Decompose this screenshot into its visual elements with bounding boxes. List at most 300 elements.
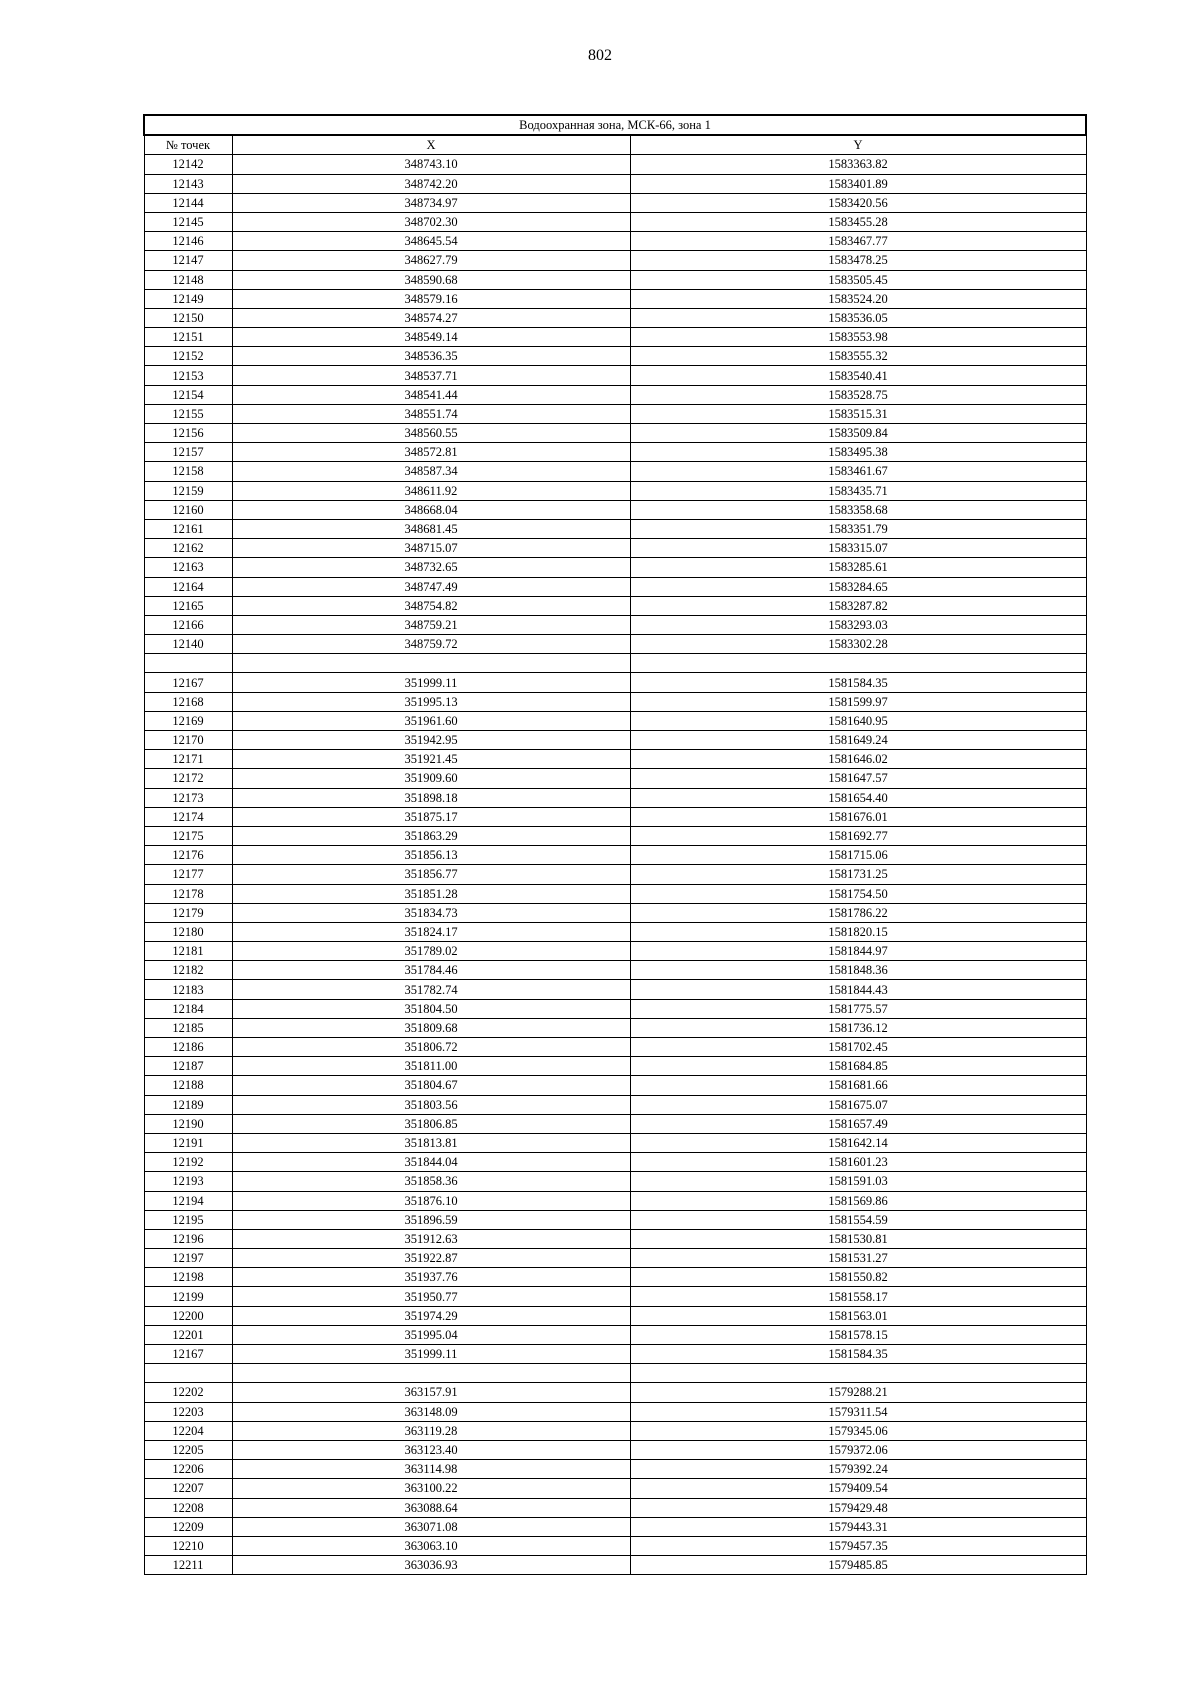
table-row <box>144 519 1086 538</box>
cell-point-number: 12170 <box>144 731 232 750</box>
table-row <box>144 980 1086 999</box>
table-row <box>144 1191 1086 1210</box>
cell-point-number: 12181 <box>144 942 232 961</box>
cell-point-number: 12195 <box>144 1210 232 1229</box>
cell-x: 351961.60 <box>232 711 630 730</box>
table-row <box>144 289 1086 308</box>
cell-y: 1581591.03 <box>630 1172 1086 1191</box>
cell-point-number: 12198 <box>144 1268 232 1287</box>
cell-x: 348645.54 <box>232 232 630 251</box>
cell-y: 1583461.67 <box>630 462 1086 481</box>
cell-x: 351782.74 <box>232 980 630 999</box>
cell-y: 1581530.81 <box>630 1229 1086 1248</box>
cell-x: 363119.28 <box>232 1421 630 1440</box>
table-row <box>144 1383 1086 1402</box>
cell-y <box>630 654 1086 673</box>
cell-x: 351813.81 <box>232 1133 630 1152</box>
cell-x: 351942.95 <box>232 731 630 750</box>
table-row <box>144 347 1086 366</box>
cell-x: 351804.67 <box>232 1076 630 1095</box>
table-row <box>144 1095 1086 1114</box>
cell-x: 351824.17 <box>232 922 630 941</box>
cell-x: 348536.35 <box>232 347 630 366</box>
cell-point-number: 12163 <box>144 558 232 577</box>
cell-y: 1581654.40 <box>630 788 1086 807</box>
cell-point-number: 12202 <box>144 1383 232 1402</box>
cell-point-number: 12193 <box>144 1172 232 1191</box>
cell-y: 1581844.97 <box>630 942 1086 961</box>
cell-x: 348732.65 <box>232 558 630 577</box>
cell-x: 348549.14 <box>232 328 630 347</box>
table-row <box>144 922 1086 941</box>
cell-y: 1583302.28 <box>630 635 1086 654</box>
cell-x: 351995.13 <box>232 692 630 711</box>
table-row <box>144 1556 1086 1575</box>
table-row <box>144 1229 1086 1248</box>
cell-y: 1581681.66 <box>630 1076 1086 1095</box>
cell-point-number: 12188 <box>144 1076 232 1095</box>
table-row <box>144 884 1086 903</box>
table-row <box>144 539 1086 558</box>
cell-y: 1581676.01 <box>630 807 1086 826</box>
cell-y: 1583420.56 <box>630 193 1086 212</box>
cell-y: 1583351.79 <box>630 519 1086 538</box>
cell-point-number: 12196 <box>144 1229 232 1248</box>
cell-x: 363071.08 <box>232 1517 630 1536</box>
cell-y: 1581715.06 <box>630 846 1086 865</box>
cell-x: 351784.46 <box>232 961 630 980</box>
cell-y: 1583287.82 <box>630 596 1086 615</box>
cell-point-number: 12175 <box>144 826 232 845</box>
cell-x: 363148.09 <box>232 1402 630 1421</box>
cell-point-number: 12206 <box>144 1460 232 1479</box>
cell-x: 351809.68 <box>232 1018 630 1037</box>
cell-y: 1579345.06 <box>630 1421 1086 1440</box>
cell-point-number: 12207 <box>144 1479 232 1498</box>
cell-point-number: 12194 <box>144 1191 232 1210</box>
cell-y: 1583284.65 <box>630 577 1086 596</box>
cell-point-number: 12156 <box>144 424 232 443</box>
cell-y: 1581578.15 <box>630 1325 1086 1344</box>
table-row <box>144 1498 1086 1517</box>
cell-y: 1583455.28 <box>630 212 1086 231</box>
table-row <box>144 903 1086 922</box>
cell-y: 1579443.31 <box>630 1517 1086 1536</box>
cell-x: 348587.34 <box>232 462 630 481</box>
column-header-x: X <box>232 135 630 155</box>
cell-point-number: 12174 <box>144 807 232 826</box>
cell-point-number: 12152 <box>144 347 232 366</box>
cell-point-number: 12150 <box>144 308 232 327</box>
table-row <box>144 232 1086 251</box>
cell-point-number: 12201 <box>144 1325 232 1344</box>
cell-x: 351856.77 <box>232 865 630 884</box>
table-row <box>144 1421 1086 1440</box>
cell-y: 1581684.85 <box>630 1057 1086 1076</box>
cell-y: 1583553.98 <box>630 328 1086 347</box>
table-title: Водоохранная зона, МСК-66, зона 1 <box>144 115 1086 135</box>
cell-x: 351803.56 <box>232 1095 630 1114</box>
cell-x: 351974.29 <box>232 1306 630 1325</box>
cell-y: 1581601.23 <box>630 1153 1086 1172</box>
cell-point-number: 12147 <box>144 251 232 270</box>
cell-y: 1579392.24 <box>630 1460 1086 1479</box>
table-row <box>144 155 1086 174</box>
cell-y: 1583315.07 <box>630 539 1086 558</box>
table-row <box>144 1076 1086 1095</box>
cell-x: 351921.45 <box>232 750 630 769</box>
cell-x: 348560.55 <box>232 424 630 443</box>
cell-point-number: 12167 <box>144 1345 232 1364</box>
cell-x: 348574.27 <box>232 308 630 327</box>
cell-y: 1581844.43 <box>630 980 1086 999</box>
table-row <box>144 1114 1086 1133</box>
cell-point-number <box>144 1364 232 1383</box>
cell-x: 363036.93 <box>232 1556 630 1575</box>
cell-x <box>232 654 630 673</box>
cell-y: 1579288.21 <box>630 1383 1086 1402</box>
cell-point-number: 12176 <box>144 846 232 865</box>
table-row <box>144 443 1086 462</box>
cell-y: 1581640.95 <box>630 711 1086 730</box>
cell-point-number: 12145 <box>144 212 232 231</box>
cell-x: 363088.64 <box>232 1498 630 1517</box>
cell-point-number: 12164 <box>144 577 232 596</box>
cell-x: 351804.50 <box>232 999 630 1018</box>
cell-x: 363123.40 <box>232 1440 630 1459</box>
table-row <box>144 807 1086 826</box>
table-row <box>144 1479 1086 1498</box>
table-row <box>144 366 1086 385</box>
cell-x: 348754.82 <box>232 596 630 615</box>
cell-point-number: 12144 <box>144 193 232 212</box>
cell-x: 348734.97 <box>232 193 630 212</box>
cell-point-number: 12151 <box>144 328 232 347</box>
cell-y: 1581554.59 <box>630 1210 1086 1229</box>
cell-point-number: 12199 <box>144 1287 232 1306</box>
cell-y: 1579485.85 <box>630 1556 1086 1575</box>
table-row <box>144 424 1086 443</box>
cell-point-number: 12189 <box>144 1095 232 1114</box>
table-row <box>144 577 1086 596</box>
table-row <box>144 1172 1086 1191</box>
table-row <box>144 1249 1086 1268</box>
table-row <box>144 1460 1086 1479</box>
cell-point-number: 12186 <box>144 1038 232 1057</box>
cell-y: 1583528.75 <box>630 385 1086 404</box>
cell-x: 351806.72 <box>232 1038 630 1057</box>
cell-x: 348590.68 <box>232 270 630 289</box>
column-header-y: Y <box>630 135 1086 155</box>
cell-y: 1583495.38 <box>630 443 1086 462</box>
table-row-separator <box>144 654 1086 673</box>
cell-x: 363114.98 <box>232 1460 630 1479</box>
cell-y: 1581584.35 <box>630 673 1086 692</box>
cell-x: 348743.10 <box>232 155 630 174</box>
cell-y: 1579457.35 <box>630 1536 1086 1555</box>
cell-y: 1583555.32 <box>630 347 1086 366</box>
cell-point-number: 12140 <box>144 635 232 654</box>
cell-x: 351950.77 <box>232 1287 630 1306</box>
cell-point-number: 12154 <box>144 385 232 404</box>
table-row <box>144 193 1086 212</box>
cell-x: 363157.91 <box>232 1383 630 1402</box>
table-row <box>144 1536 1086 1555</box>
table-row <box>144 692 1086 711</box>
table-row <box>144 826 1086 845</box>
table-row <box>144 635 1086 654</box>
cell-y: 1583358.68 <box>630 500 1086 519</box>
table-row <box>144 1306 1086 1325</box>
cell-y: 1579372.06 <box>630 1440 1086 1459</box>
cell-point-number: 12191 <box>144 1133 232 1152</box>
table-body <box>144 155 1086 1575</box>
cell-point-number: 12158 <box>144 462 232 481</box>
page-number: 802 <box>588 47 612 64</box>
table-row <box>144 1038 1086 1057</box>
cell-x: 348681.45 <box>232 519 630 538</box>
table-row <box>144 385 1086 404</box>
cell-y: 1581675.07 <box>630 1095 1086 1114</box>
cell-point-number: 12211 <box>144 1556 232 1575</box>
table-row <box>144 615 1086 634</box>
cell-point-number: 12148 <box>144 270 232 289</box>
cell-y: 1581775.57 <box>630 999 1086 1018</box>
cell-y: 1581584.35 <box>630 1345 1086 1364</box>
cell-point-number: 12161 <box>144 519 232 538</box>
cell-point-number: 12197 <box>144 1249 232 1268</box>
table-row <box>144 865 1086 884</box>
coordinates-table <box>143 114 1087 1575</box>
cell-x: 348541.44 <box>232 385 630 404</box>
cell-point-number: 12149 <box>144 289 232 308</box>
cell-x: 351922.87 <box>232 1249 630 1268</box>
table-row <box>144 1402 1086 1421</box>
cell-y: 1581731.25 <box>630 865 1086 884</box>
table-row <box>144 404 1086 423</box>
cell-y: 1581646.02 <box>630 750 1086 769</box>
cell-x: 348668.04 <box>232 500 630 519</box>
cell-point-number: 12146 <box>144 232 232 251</box>
cell-x: 351909.60 <box>232 769 630 788</box>
cell-y: 1583536.05 <box>630 308 1086 327</box>
table-row <box>144 1517 1086 1536</box>
cell-point-number: 12155 <box>144 404 232 423</box>
cell-x: 348742.20 <box>232 174 630 193</box>
cell-y: 1583540.41 <box>630 366 1086 385</box>
cell-point-number: 12160 <box>144 500 232 519</box>
column-header-point-number: № точек <box>144 135 232 155</box>
cell-x: 351875.17 <box>232 807 630 826</box>
cell-y: 1583505.45 <box>630 270 1086 289</box>
table-row <box>144 481 1086 500</box>
cell-x: 348537.71 <box>232 366 630 385</box>
cell-x: 351806.85 <box>232 1114 630 1133</box>
table-row <box>144 1440 1086 1459</box>
cell-y: 1583524.20 <box>630 289 1086 308</box>
table-row <box>144 1210 1086 1229</box>
cell-y: 1581550.82 <box>630 1268 1086 1287</box>
cell-y: 1583293.03 <box>630 615 1086 634</box>
cell-point-number: 12210 <box>144 1536 232 1555</box>
cell-x: 348611.92 <box>232 481 630 500</box>
cell-x: 348759.72 <box>232 635 630 654</box>
cell-y: 1583515.31 <box>630 404 1086 423</box>
cell-point-number: 12180 <box>144 922 232 941</box>
cell-y: 1581642.14 <box>630 1133 1086 1152</box>
cell-x: 348747.49 <box>232 577 630 596</box>
cell-x: 348572.81 <box>232 443 630 462</box>
cell-x: 351995.04 <box>232 1325 630 1344</box>
cell-x: 351896.59 <box>232 1210 630 1229</box>
cell-y: 1581736.12 <box>630 1018 1086 1037</box>
cell-x: 351876.10 <box>232 1191 630 1210</box>
cell-point-number: 12166 <box>144 615 232 634</box>
cell-point-number: 12200 <box>144 1306 232 1325</box>
table-row <box>144 1057 1086 1076</box>
table-row <box>144 961 1086 980</box>
cell-x: 351856.13 <box>232 846 630 865</box>
table-row <box>144 174 1086 193</box>
cell-y: 1581649.24 <box>630 731 1086 750</box>
cell-point-number: 12153 <box>144 366 232 385</box>
cell-x: 351912.63 <box>232 1229 630 1248</box>
table-row <box>144 711 1086 730</box>
cell-point-number: 12192 <box>144 1153 232 1172</box>
table-row <box>144 596 1086 615</box>
cell-x: 348579.16 <box>232 289 630 308</box>
cell-y: 1579409.54 <box>630 1479 1086 1498</box>
cell-y: 1581599.97 <box>630 692 1086 711</box>
cell-x: 351789.02 <box>232 942 630 961</box>
cell-point-number: 12203 <box>144 1402 232 1421</box>
cell-x: 351851.28 <box>232 884 630 903</box>
cell-point-number: 12182 <box>144 961 232 980</box>
cell-y: 1581558.17 <box>630 1287 1086 1306</box>
cell-y: 1583363.82 <box>630 155 1086 174</box>
cell-y: 1581657.49 <box>630 1114 1086 1133</box>
cell-x: 363100.22 <box>232 1479 630 1498</box>
cell-point-number: 12177 <box>144 865 232 884</box>
cell-point-number <box>144 654 232 673</box>
table-row <box>144 999 1086 1018</box>
table-row <box>144 750 1086 769</box>
table-row <box>144 270 1086 289</box>
cell-point-number: 12190 <box>144 1114 232 1133</box>
cell-point-number: 12159 <box>144 481 232 500</box>
table-row <box>144 942 1086 961</box>
cell-point-number: 12204 <box>144 1421 232 1440</box>
cell-y: 1581848.36 <box>630 961 1086 980</box>
table-row <box>144 846 1086 865</box>
cell-y: 1581820.15 <box>630 922 1086 941</box>
cell-point-number: 12187 <box>144 1057 232 1076</box>
cell-y: 1579311.54 <box>630 1402 1086 1421</box>
cell-point-number: 12173 <box>144 788 232 807</box>
cell-x: 351844.04 <box>232 1153 630 1172</box>
cell-x: 348627.79 <box>232 251 630 270</box>
table-row <box>144 1345 1086 1364</box>
cell-x: 351863.29 <box>232 826 630 845</box>
cell-y: 1581702.45 <box>630 1038 1086 1057</box>
cell-y: 1581692.77 <box>630 826 1086 845</box>
cell-y: 1583478.25 <box>630 251 1086 270</box>
table-row <box>144 673 1086 692</box>
cell-y: 1583467.77 <box>630 232 1086 251</box>
cell-point-number: 12168 <box>144 692 232 711</box>
cell-point-number: 12142 <box>144 155 232 174</box>
cell-x: 348551.74 <box>232 404 630 423</box>
cell-x: 351937.76 <box>232 1268 630 1287</box>
cell-x: 351858.36 <box>232 1172 630 1191</box>
cell-y: 1583435.71 <box>630 481 1086 500</box>
cell-point-number: 12184 <box>144 999 232 1018</box>
cell-point-number: 12143 <box>144 174 232 193</box>
cell-y: 1581647.57 <box>630 769 1086 788</box>
cell-x <box>232 1364 630 1383</box>
cell-x: 351898.18 <box>232 788 630 807</box>
cell-y: 1583401.89 <box>630 174 1086 193</box>
table-row <box>144 1287 1086 1306</box>
table-row <box>144 500 1086 519</box>
cell-point-number: 12171 <box>144 750 232 769</box>
table-row <box>144 731 1086 750</box>
cell-x: 348759.21 <box>232 615 630 634</box>
table-header-row <box>144 135 1086 155</box>
cell-point-number: 12157 <box>144 443 232 462</box>
table-row <box>144 558 1086 577</box>
cell-x: 351999.11 <box>232 1345 630 1364</box>
cell-x: 351834.73 <box>232 903 630 922</box>
table-row <box>144 212 1086 231</box>
cell-y: 1581563.01 <box>630 1306 1086 1325</box>
table-row-separator <box>144 1364 1086 1383</box>
cell-point-number: 12183 <box>144 980 232 999</box>
cell-y: 1581569.86 <box>630 1191 1086 1210</box>
cell-point-number: 12205 <box>144 1440 232 1459</box>
cell-y <box>630 1364 1086 1383</box>
cell-y: 1581531.27 <box>630 1249 1086 1268</box>
cell-y: 1583285.61 <box>630 558 1086 577</box>
cell-x: 363063.10 <box>232 1536 630 1555</box>
table-row <box>144 788 1086 807</box>
cell-y: 1581786.22 <box>630 903 1086 922</box>
table-row <box>144 1268 1086 1287</box>
cell-point-number: 12208 <box>144 1498 232 1517</box>
cell-point-number: 12167 <box>144 673 232 692</box>
table-row <box>144 1133 1086 1152</box>
cell-y: 1579429.48 <box>630 1498 1086 1517</box>
table-row <box>144 462 1086 481</box>
cell-point-number: 12162 <box>144 539 232 558</box>
cell-x: 351999.11 <box>232 673 630 692</box>
cell-point-number: 12209 <box>144 1517 232 1536</box>
table-row <box>144 1325 1086 1344</box>
table-row <box>144 328 1086 347</box>
cell-point-number: 12169 <box>144 711 232 730</box>
cell-x: 348715.07 <box>232 539 630 558</box>
table-row <box>144 308 1086 327</box>
cell-x: 348702.30 <box>232 212 630 231</box>
cell-x: 351811.00 <box>232 1057 630 1076</box>
table-row <box>144 1153 1086 1172</box>
cell-y: 1581754.50 <box>630 884 1086 903</box>
cell-point-number: 12172 <box>144 769 232 788</box>
table-row <box>144 251 1086 270</box>
cell-point-number: 12165 <box>144 596 232 615</box>
cell-point-number: 12185 <box>144 1018 232 1037</box>
cell-point-number: 12179 <box>144 903 232 922</box>
